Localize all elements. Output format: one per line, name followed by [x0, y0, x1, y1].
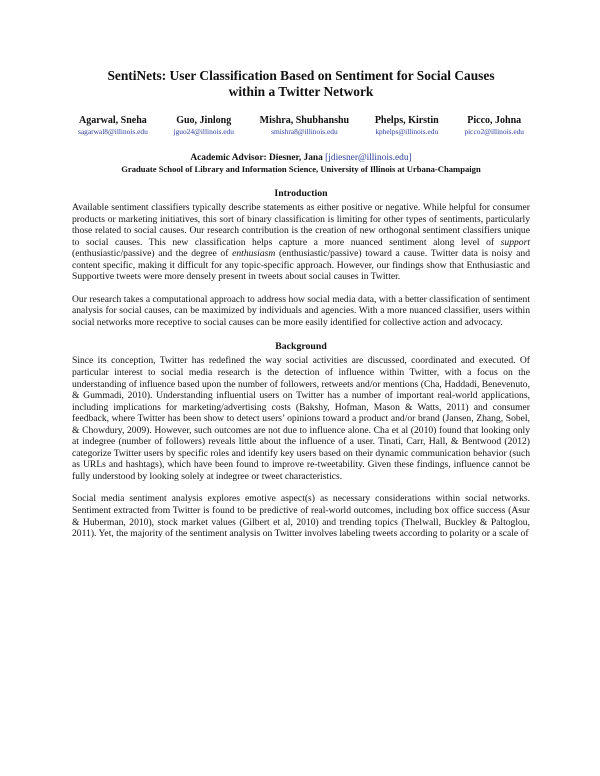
- introduction-heading: Introduction: [274, 188, 328, 199]
- intro-text-c: (enthusiastic/passive) toward a cause. Twitter data is noisy and content specific, making it difficult for any topic-specific approach. However, our findings show that Enthusiastic and Supportive tweets were more densely present in tweets about social causes in Twitter.: [72, 248, 530, 283]
- intro-emphasis-enthusiasm: enthusiasm: [232, 248, 276, 260]
- introduction-paragraph-1: [72, 202, 530, 283]
- academic-advisor: [72, 152, 530, 164]
- author-mishra: [260, 115, 350, 136]
- author-email[interactable]: smishra8@illinois.edu: [271, 127, 338, 136]
- author-picco: [464, 115, 524, 136]
- background-heading: Background: [275, 341, 327, 353]
- affiliation: Graduate School of Library and Information Science, University of Illinois at Urbana-Champaign: [121, 164, 481, 174]
- author-email[interactable]: jguo24@illinois.edu: [173, 127, 234, 136]
- author-agarwal: [78, 115, 148, 136]
- advisor-label: Academic Advisor: Diesner, Jana: [190, 153, 323, 163]
- author-phelps: [375, 115, 439, 136]
- author-email[interactable]: sagarwal8@illinois.edu: [78, 127, 148, 136]
- author-name: Phelps, Kirstin: [374, 115, 439, 126]
- intro-text-a: Available sentiment classifiers typically describe statements as either positive or negative. While helpful for consumer products or marketing initiatives, this sort of binary classification is limiting for other types of sentiments, particularly those related to social causes. Our research contribution is the creation of new orthogonal sentiment classifiers unique to social causes. This new classification helps capture a more nuanced sentiment along level of: [72, 202, 530, 248]
- paper-title: [72, 68, 530, 100]
- advisor-email[interactable]: [jdiesner@illinois.edu]: [325, 153, 412, 163]
- author-guo: [174, 115, 234, 136]
- introduction-paragraph-2: Our research takes a computational approach to address how social media data, with a better classification of sentiment analysis for social causes, can be maximized by individuals and agencies. With a more nuanced classifier, users within social networks more receptive to social causes can be more easily identified for collective action and advocacy.: [72, 293, 530, 328]
- title-line-1: SentiNets: User Classification Based on Sentiment for Social Causes: [107, 68, 495, 83]
- author-email[interactable]: kphelps@illinois.edu: [375, 127, 439, 136]
- author-name: Picco, Johna: [467, 115, 522, 126]
- title-line-2: within a Twitter Network: [228, 84, 374, 99]
- background-paragraph-1: Since its conception, Twitter has redefined the way social activities are discussed, coordinated and executed. Of particular interest to social media research is the detection of influence within Twitter, with a focus on the understanding of influence based upon the number of followers, retweets and/or mentions (Cha, Haddadi, Benevenuto, & Gummadi, 2010). Understanding influential users on Twitter has a number of important real-world applications, including implications for marketing/advertising costs (Bakshy, Hofman, Mason & Watts, 2011) and consumer feedback, where Twitter has been show to detect users’ opinions toward a product and/or brand (Jansen, Zhang, Sobel, & Chowdury, 2009). However, such outcomes are not due to influence alone. Cha et al (2010) found that looking only at indegree (number of followers) reveals little about the influence of a user. Tinati, Carr, Hall, & Bentwood (2012) categorize Twitter users by specific roles and identify key users based on their dynamic communication behavior (such as URLs and hashtags), which have been found to improve re-tweetability. Given these findings, influence cannot be fully understood by looking solely at indegree or tweet characteristics.: [72, 355, 530, 482]
- author-list: [78, 115, 524, 136]
- intro-emphasis-support: support: [500, 236, 530, 248]
- author-name: Agarwal, Sneha: [79, 115, 147, 126]
- author-name: Mishra, Shubhanshu: [259, 115, 350, 126]
- author-email[interactable]: picco2@illinois.edu: [464, 127, 524, 136]
- background-paragraph-2: Social media sentiment analysis explores emotive aspect(s) as necessary considerations within social networks. Sentiment extracted from Twitter is found to be predictive of real-world outcomes, including box office success (Asur & Huberman, 2010), stock market values (Gilbert et al, 2010) and trending topics (Thelwall, Buckley & Paltoglou, 2011). Yet, the majority of the sentiment analysis on Twitter involves labeling tweets according to polarity or a scale of: [72, 493, 530, 540]
- intro-text-b: (enthusiastic/passive) and the degree of: [72, 248, 233, 260]
- author-name: Guo, Jinlong: [176, 115, 232, 126]
